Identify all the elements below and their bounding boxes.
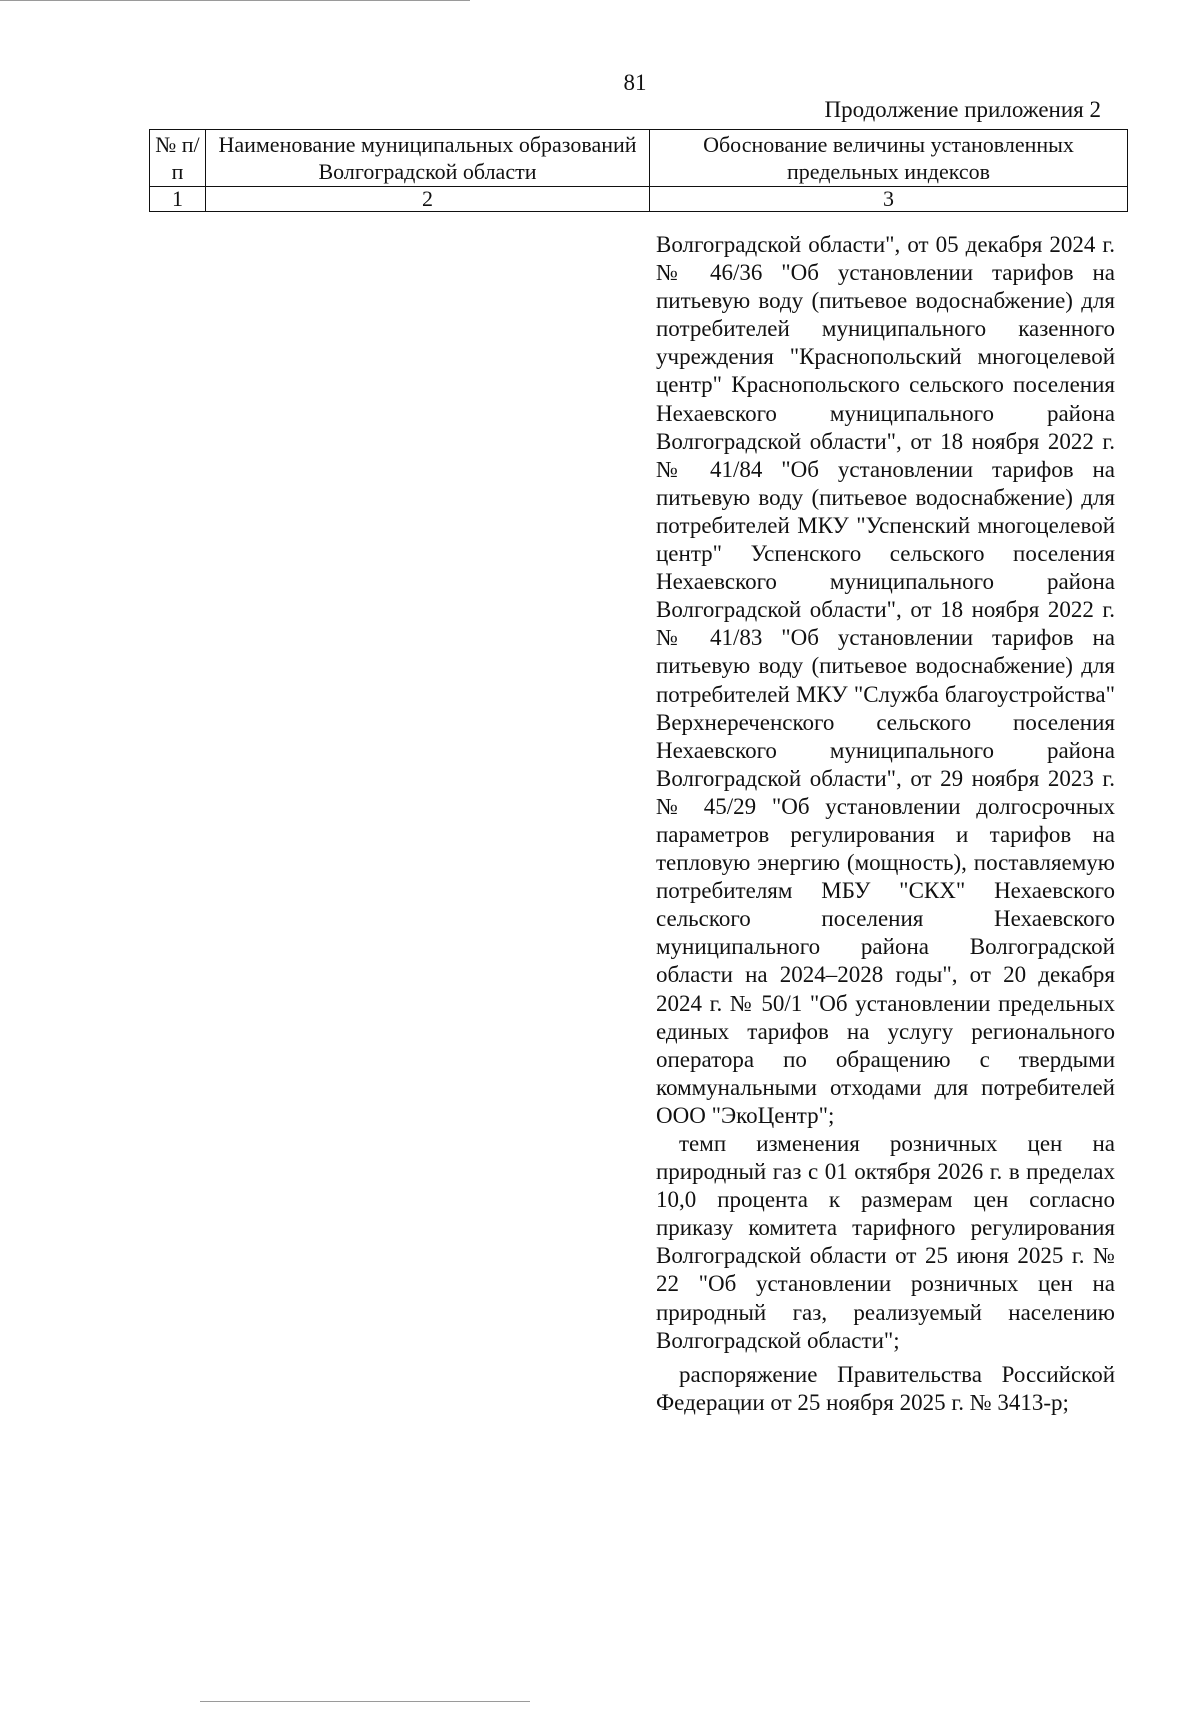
column-number-3: 3: [650, 187, 1128, 212]
column-number-2: 2: [206, 187, 650, 212]
column-number-1: 1: [150, 187, 206, 212]
column-number-row: [150, 187, 1128, 212]
justification-text: [656, 231, 1115, 1417]
justification-paragraph-gas-prices: темп изменения розничных цен на природный газ с 01 октября 2026 г. в пределах 10,0 процента к размерам цен согласно приказу комитета тарифного регулирования Волгоградской области от 25 июня 2025 г. № 22 "Об установлении розничных цен на природный газ, реализуемый населению Волгоградской области";: [656, 1131, 1115, 1353]
scan-edge-mark-bottom: [200, 1701, 530, 1702]
justification-paragraph-government-order: распоряжение Правительства Российской Федерации от 25 ноября 2025 г. № 3413-р;: [656, 1361, 1115, 1415]
appendix-table: [149, 129, 1128, 212]
scan-edge-mark-top: [0, 0, 470, 1]
justification-paragraph-continued: Волгоградской области", от 05 декабря 2024 г. № 46/36 "Об установлении тарифов на питьевую воду (питьевое водоснабжение) для потребителей муниципального казенного учреждения "Краснопольский многоцелевой центр" Краснопольского сельского поселения Нехаевского муниципального района Волгоградской области", от 18 ноября 2022 г. № 41/84 "Об установлении тарифов на питьевую воду (питьевое водоснабжение) для потребителей МКУ "Успенский многоцелевой центр" Успенского сельского поселения Нехаевского муниципального района Волгоградской области", от 18 ноября 2022 г. № 41/83 "Об установлении тарифов на питьевую воду (питьевое водоснабжение) для потребителей МКУ "Служба благоустройства" Верхнереченского сельского поселения Нехаевского муниципального района Волгоградской области", от 29 ноября 2023 г. № 45/29 "Об установлении долгосрочных параметров регулирования и тарифов на тепловую энергию (мощность), поставляемую потребителям МБУ "СКХ" Нехаевского сельского поселения Нехаевского муниципального района Волгоградской области на 2024–2028 годы", от 20 декабря 2024 г. № 50/1 "Об установлении предельных единых тарифов на услугу регионального оператора по обращению с твердыми коммунальными отходами для потребителей ООО "ЭкоЦентр";: [656, 232, 1115, 1128]
table-header-row: [150, 130, 1128, 187]
header-row-number: № п/п: [150, 130, 206, 187]
page-number: 81: [623, 70, 647, 95]
appendix-continuation-note: Продолжение приложения 2: [824, 97, 1101, 122]
header-index-justification: Обоснование величины установленных предельных индексов: [650, 130, 1128, 187]
header-municipality-name: Наименование муниципальных образований Волгоградской области: [206, 130, 650, 187]
